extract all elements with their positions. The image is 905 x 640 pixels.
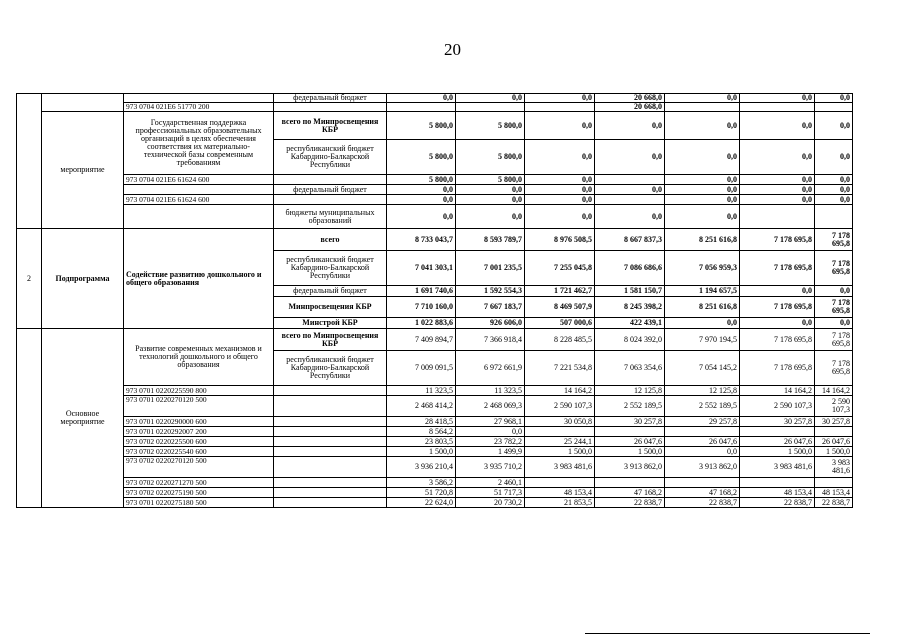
value-cell: 7 086 686,6 xyxy=(595,251,665,286)
value-cell xyxy=(525,103,595,112)
value-cell: 30 257,8 xyxy=(595,417,665,427)
main-activity-label: Основное мероприятие xyxy=(42,329,124,508)
value-cell: 0,0 xyxy=(525,175,595,185)
budget-source xyxy=(274,437,387,447)
kbk-code: 973 0702 0220270120 500 xyxy=(124,457,274,478)
value-cell: 14 164,2 xyxy=(525,386,595,396)
value-cell: 30 050,8 xyxy=(525,417,595,427)
value-cell: 1 500,0 xyxy=(525,447,595,457)
row-number-cell xyxy=(17,94,42,229)
value-cell xyxy=(595,175,665,185)
value-cell: 8 024 392,0 xyxy=(595,329,665,351)
budget-source xyxy=(274,175,387,185)
subprogram-label: Подпрограмма xyxy=(42,229,124,329)
budget-source xyxy=(274,478,387,488)
value-cell xyxy=(595,195,665,205)
value-cell: 0,0 xyxy=(595,112,665,140)
value-cell xyxy=(815,205,853,229)
value-cell: 2 468 414,2 xyxy=(387,396,456,417)
value-cell: 0,0 xyxy=(665,185,740,195)
table-row xyxy=(17,386,853,396)
value-cell: 22 838,7 xyxy=(665,498,740,508)
value-cell: 48 153,4 xyxy=(740,488,815,498)
table-row xyxy=(17,396,853,417)
value-cell: 20 668,0 xyxy=(595,94,665,103)
budget-source: республиканский бюджет Кабардино-Балкарской Республики xyxy=(274,140,387,175)
budget-source: всего по Минпросвещения КБР xyxy=(274,112,387,140)
type-cell xyxy=(42,94,124,112)
value-cell: 25 244,1 xyxy=(525,437,595,447)
value-cell: 1 500,0 xyxy=(815,447,853,457)
value-cell: 7 056 959,3 xyxy=(665,251,740,286)
value-cell: 7 001 235,5 xyxy=(456,251,525,286)
value-cell xyxy=(740,205,815,229)
value-cell: 29 257,8 xyxy=(665,417,740,427)
value-cell: 8 251 616,8 xyxy=(665,297,740,318)
value-cell xyxy=(740,103,815,112)
value-cell: 7 178 695,8 xyxy=(740,251,815,286)
value-cell: 22 838,7 xyxy=(740,498,815,508)
table-row xyxy=(17,205,853,229)
value-cell: 0,0 xyxy=(665,195,740,205)
value-cell: 0,0 xyxy=(456,94,525,103)
budget-source xyxy=(274,396,387,417)
kbk-code: 973 0704 021E6 51770 200 xyxy=(124,103,274,112)
table-row xyxy=(17,329,853,351)
value-cell: 2 460,1 xyxy=(456,478,525,488)
table-row xyxy=(17,498,853,508)
value-cell: 7 178 695,8 xyxy=(815,351,853,386)
value-cell: 0,0 xyxy=(665,447,740,457)
value-cell: 1 500,0 xyxy=(595,447,665,457)
value-cell: 5 800,0 xyxy=(387,175,456,185)
table-row xyxy=(17,427,853,437)
value-cell: 3 935 710,2 xyxy=(456,457,525,478)
value-cell: 2 552 189,5 xyxy=(595,396,665,417)
value-cell: 8 245 398,2 xyxy=(595,297,665,318)
value-cell: 0,0 xyxy=(815,185,853,195)
value-cell: 48 153,4 xyxy=(525,488,595,498)
value-cell: 0,0 xyxy=(387,185,456,195)
budget-source xyxy=(274,498,387,508)
value-cell: 0,0 xyxy=(815,286,853,297)
value-cell: 8 251 616,8 xyxy=(665,229,740,251)
value-cell: 7 710 160,0 xyxy=(387,297,456,318)
value-cell: 47 168,2 xyxy=(595,488,665,498)
table-row xyxy=(17,478,853,488)
kbk-code: 973 0701 0220290000 600 xyxy=(124,417,274,427)
value-cell: 7 178 695,8 xyxy=(740,297,815,318)
value-cell: 28 418,5 xyxy=(387,417,456,427)
value-cell: 0,0 xyxy=(665,112,740,140)
table-row xyxy=(17,175,853,185)
table-row xyxy=(17,447,853,457)
value-cell: 7 178 695,8 xyxy=(740,351,815,386)
value-cell: 0,0 xyxy=(665,175,740,185)
kbk-code: 973 0701 0220270120 500 xyxy=(124,396,274,417)
value-cell: 7 009 091,5 xyxy=(387,351,456,386)
value-cell: 26 047,6 xyxy=(740,437,815,447)
value-cell: 5 800,0 xyxy=(387,140,456,175)
value-cell: 0,0 xyxy=(665,205,740,229)
row-number-cell xyxy=(17,329,42,508)
value-cell: 507 000,6 xyxy=(525,318,595,329)
value-cell: 0,0 xyxy=(815,318,853,329)
value-cell xyxy=(595,478,665,488)
value-cell: 0,0 xyxy=(456,427,525,437)
budget-source xyxy=(274,447,387,457)
budget-source: федеральный бюджет xyxy=(274,94,387,103)
budget-source: республиканский бюджет Кабардино-Балкарской Республики xyxy=(274,251,387,286)
value-cell: 5 800,0 xyxy=(456,112,525,140)
value-cell xyxy=(525,427,595,437)
value-cell: 1 721 462,7 xyxy=(525,286,595,297)
value-cell: 7 178 695,8 xyxy=(815,251,853,286)
kbk-code: 973 0702 0220271270 500 xyxy=(124,478,274,488)
value-cell: 3 913 862,0 xyxy=(595,457,665,478)
value-cell: 22 838,7 xyxy=(595,498,665,508)
value-cell: 0,0 xyxy=(456,195,525,205)
value-cell: 0,0 xyxy=(815,175,853,185)
value-cell xyxy=(595,427,665,437)
table-row xyxy=(17,229,853,251)
value-cell: 7 041 303,1 xyxy=(387,251,456,286)
value-cell: 0,0 xyxy=(525,195,595,205)
value-cell: 0,0 xyxy=(815,94,853,103)
budget-source xyxy=(274,103,387,112)
value-cell: 27 968,1 xyxy=(456,417,525,427)
value-cell: 0,0 xyxy=(665,318,740,329)
value-cell: 0,0 xyxy=(815,140,853,175)
value-cell: 1 499,9 xyxy=(456,447,525,457)
value-cell: 0,0 xyxy=(740,175,815,185)
value-cell: 47 168,2 xyxy=(665,488,740,498)
description-cell xyxy=(124,185,274,195)
value-cell: 0,0 xyxy=(456,185,525,195)
value-cell: 8 733 043,7 xyxy=(387,229,456,251)
value-cell: 0,0 xyxy=(815,195,853,205)
value-cell: 0,0 xyxy=(387,205,456,229)
value-cell: 22 624,0 xyxy=(387,498,456,508)
value-cell: 3 983 481,6 xyxy=(525,457,595,478)
value-cell: 1 691 740,6 xyxy=(387,286,456,297)
table-row xyxy=(17,195,853,205)
value-cell: 0,0 xyxy=(456,205,525,229)
value-cell xyxy=(525,478,595,488)
value-cell: 8 667 837,3 xyxy=(595,229,665,251)
kbk-code: 973 0702 0220225540 600 xyxy=(124,447,274,457)
value-cell: 5 800,0 xyxy=(456,140,525,175)
value-cell: 0,0 xyxy=(525,185,595,195)
budget-source xyxy=(274,386,387,396)
value-cell xyxy=(665,427,740,437)
kbk-code: 973 0701 0220292007 200 xyxy=(124,427,274,437)
value-cell: 12 125,8 xyxy=(665,386,740,396)
value-cell: 26 047,6 xyxy=(815,437,853,447)
table-row xyxy=(17,417,853,427)
value-cell: 23 803,5 xyxy=(387,437,456,447)
budget-source xyxy=(274,417,387,427)
value-cell: 0,0 xyxy=(740,286,815,297)
value-cell: 22 838,7 xyxy=(815,498,853,508)
value-cell xyxy=(815,478,853,488)
table-row xyxy=(17,488,853,498)
value-cell xyxy=(815,103,853,112)
value-cell: 0,0 xyxy=(740,195,815,205)
budget-source: федеральный бюджет xyxy=(274,185,387,195)
value-cell: 11 323,5 xyxy=(387,386,456,396)
value-cell: 3 936 210,4 xyxy=(387,457,456,478)
value-cell: 23 782,2 xyxy=(456,437,525,447)
value-cell: 30 257,8 xyxy=(815,417,853,427)
value-cell xyxy=(815,427,853,437)
table-row xyxy=(17,457,853,478)
value-cell: 7 054 145,2 xyxy=(665,351,740,386)
value-cell: 7 221 534,8 xyxy=(525,351,595,386)
subprogram-description: Содействие развитию дошкольного и общего образования xyxy=(124,229,274,329)
value-cell xyxy=(740,427,815,437)
value-cell: 51 717,3 xyxy=(456,488,525,498)
value-cell: 0,0 xyxy=(525,205,595,229)
value-cell: 0,0 xyxy=(815,112,853,140)
table-row xyxy=(17,112,853,140)
support-description: Государственная поддержка профессиональных образовательных организаций в целях обеспечения соответствия их материально-технической базы современным требованиям xyxy=(124,112,274,175)
activity-label: мероприятие xyxy=(42,112,124,229)
value-cell: 2 590 107,3 xyxy=(815,396,853,417)
value-cell: 5 800,0 xyxy=(456,175,525,185)
value-cell: 20 668,0 xyxy=(595,103,665,112)
value-cell: 0,0 xyxy=(525,140,595,175)
kbk-code: 973 0701 0220225590 800 xyxy=(124,386,274,396)
value-cell: 7 063 354,6 xyxy=(595,351,665,386)
table-row xyxy=(17,103,853,112)
value-cell: 5 800,0 xyxy=(387,112,456,140)
value-cell: 8 228 485,5 xyxy=(525,329,595,351)
value-cell: 1 500,0 xyxy=(387,447,456,457)
value-cell: 3 913 862,0 xyxy=(665,457,740,478)
value-cell: 8 469 507,9 xyxy=(525,297,595,318)
budget-source: Минпросвещения КБР xyxy=(274,297,387,318)
value-cell: 0,0 xyxy=(665,140,740,175)
value-cell: 8 593 789,7 xyxy=(456,229,525,251)
value-cell: 8 976 508,5 xyxy=(525,229,595,251)
budget-source xyxy=(274,488,387,498)
budget-table xyxy=(16,93,853,508)
value-cell: 0,0 xyxy=(387,94,456,103)
value-cell: 7 366 918,4 xyxy=(456,329,525,351)
budget-source: всего по Минпросвещения КБР xyxy=(274,329,387,351)
table-row xyxy=(17,185,853,195)
value-cell: 7 409 894,7 xyxy=(387,329,456,351)
value-cell: 1 022 883,6 xyxy=(387,318,456,329)
budget-source: бюджеты муниципальных образований xyxy=(274,205,387,229)
value-cell: 21 853,5 xyxy=(525,498,595,508)
value-cell: 2 590 107,3 xyxy=(525,396,595,417)
value-cell: 48 153,4 xyxy=(815,488,853,498)
value-cell: 26 047,6 xyxy=(595,437,665,447)
value-cell: 7 178 695,8 xyxy=(815,297,853,318)
value-cell: 0,0 xyxy=(595,205,665,229)
value-cell: 51 720,8 xyxy=(387,488,456,498)
value-cell: 0,0 xyxy=(740,185,815,195)
value-cell xyxy=(740,478,815,488)
value-cell: 0,0 xyxy=(595,140,665,175)
value-cell: 14 164,2 xyxy=(740,386,815,396)
table-row xyxy=(17,94,853,103)
budget-source: всего xyxy=(274,229,387,251)
value-cell: 7 667 183,7 xyxy=(456,297,525,318)
description-cell xyxy=(124,94,274,103)
kbk-code: 973 0704 021E6 61624 600 xyxy=(124,195,274,205)
kbk-code: 973 0702 0220225500 600 xyxy=(124,437,274,447)
value-cell: 12 125,8 xyxy=(595,386,665,396)
value-cell: 0,0 xyxy=(525,94,595,103)
value-cell: 0,0 xyxy=(740,112,815,140)
value-cell: 26 047,6 xyxy=(665,437,740,447)
value-cell: 1 500,0 xyxy=(740,447,815,457)
value-cell: 6 972 661,9 xyxy=(456,351,525,386)
value-cell: 1 194 657,5 xyxy=(665,286,740,297)
page-number: 20 xyxy=(444,40,461,59)
value-cell: 20 730,2 xyxy=(456,498,525,508)
value-cell: 11 323,5 xyxy=(456,386,525,396)
value-cell: 0,0 xyxy=(525,112,595,140)
description-cell xyxy=(124,205,274,229)
value-cell: 422 439,1 xyxy=(595,318,665,329)
value-cell: 0,0 xyxy=(740,318,815,329)
kbk-code: 973 0701 0220275180 500 xyxy=(124,498,274,508)
value-cell: 7 255 045,8 xyxy=(525,251,595,286)
footer-rule xyxy=(585,633,870,634)
value-cell: 7 178 695,8 xyxy=(740,329,815,351)
value-cell: 0,0 xyxy=(595,185,665,195)
value-cell: 1 581 150,7 xyxy=(595,286,665,297)
value-cell: 30 257,8 xyxy=(740,417,815,427)
budget-source xyxy=(274,195,387,205)
value-cell xyxy=(665,478,740,488)
value-cell: 3 983 481,6 xyxy=(815,457,853,478)
main-activity-description: Развитие современных механизмов и технологий дошкольного и общего образования xyxy=(124,329,274,386)
budget-source: республиканский бюджет Кабардино-Балкарской Республики xyxy=(274,351,387,386)
value-cell xyxy=(387,103,456,112)
value-cell: 2 552 189,5 xyxy=(665,396,740,417)
value-cell xyxy=(456,103,525,112)
value-cell: 0,0 xyxy=(387,195,456,205)
value-cell: 0,0 xyxy=(740,94,815,103)
budget-source xyxy=(274,457,387,478)
budget-source: Минстрой КБР xyxy=(274,318,387,329)
value-cell: 2 468 069,3 xyxy=(456,396,525,417)
value-cell: 0,0 xyxy=(740,140,815,175)
value-cell: 0,0 xyxy=(665,94,740,103)
budget-source xyxy=(274,427,387,437)
value-cell: 14 164,2 xyxy=(815,386,853,396)
value-cell: 7 178 695,8 xyxy=(815,229,853,251)
subprogram-number: 2 xyxy=(17,229,42,329)
value-cell: 3 983 481,6 xyxy=(740,457,815,478)
value-cell: 8 564,2 xyxy=(387,427,456,437)
value-cell: 2 590 107,3 xyxy=(740,396,815,417)
value-cell: 1 592 554,3 xyxy=(456,286,525,297)
budget-source: федеральный бюджет xyxy=(274,286,387,297)
value-cell: 7 970 194,5 xyxy=(665,329,740,351)
value-cell: 7 178 695,8 xyxy=(815,329,853,351)
value-cell: 3 586,2 xyxy=(387,478,456,488)
value-cell: 7 178 695,8 xyxy=(740,229,815,251)
table-row xyxy=(17,437,853,447)
value-cell xyxy=(665,103,740,112)
kbk-code: 973 0704 021E6 61624 600 xyxy=(124,175,274,185)
value-cell: 926 606,0 xyxy=(456,318,525,329)
kbk-code: 973 0702 0220275190 500 xyxy=(124,488,274,498)
